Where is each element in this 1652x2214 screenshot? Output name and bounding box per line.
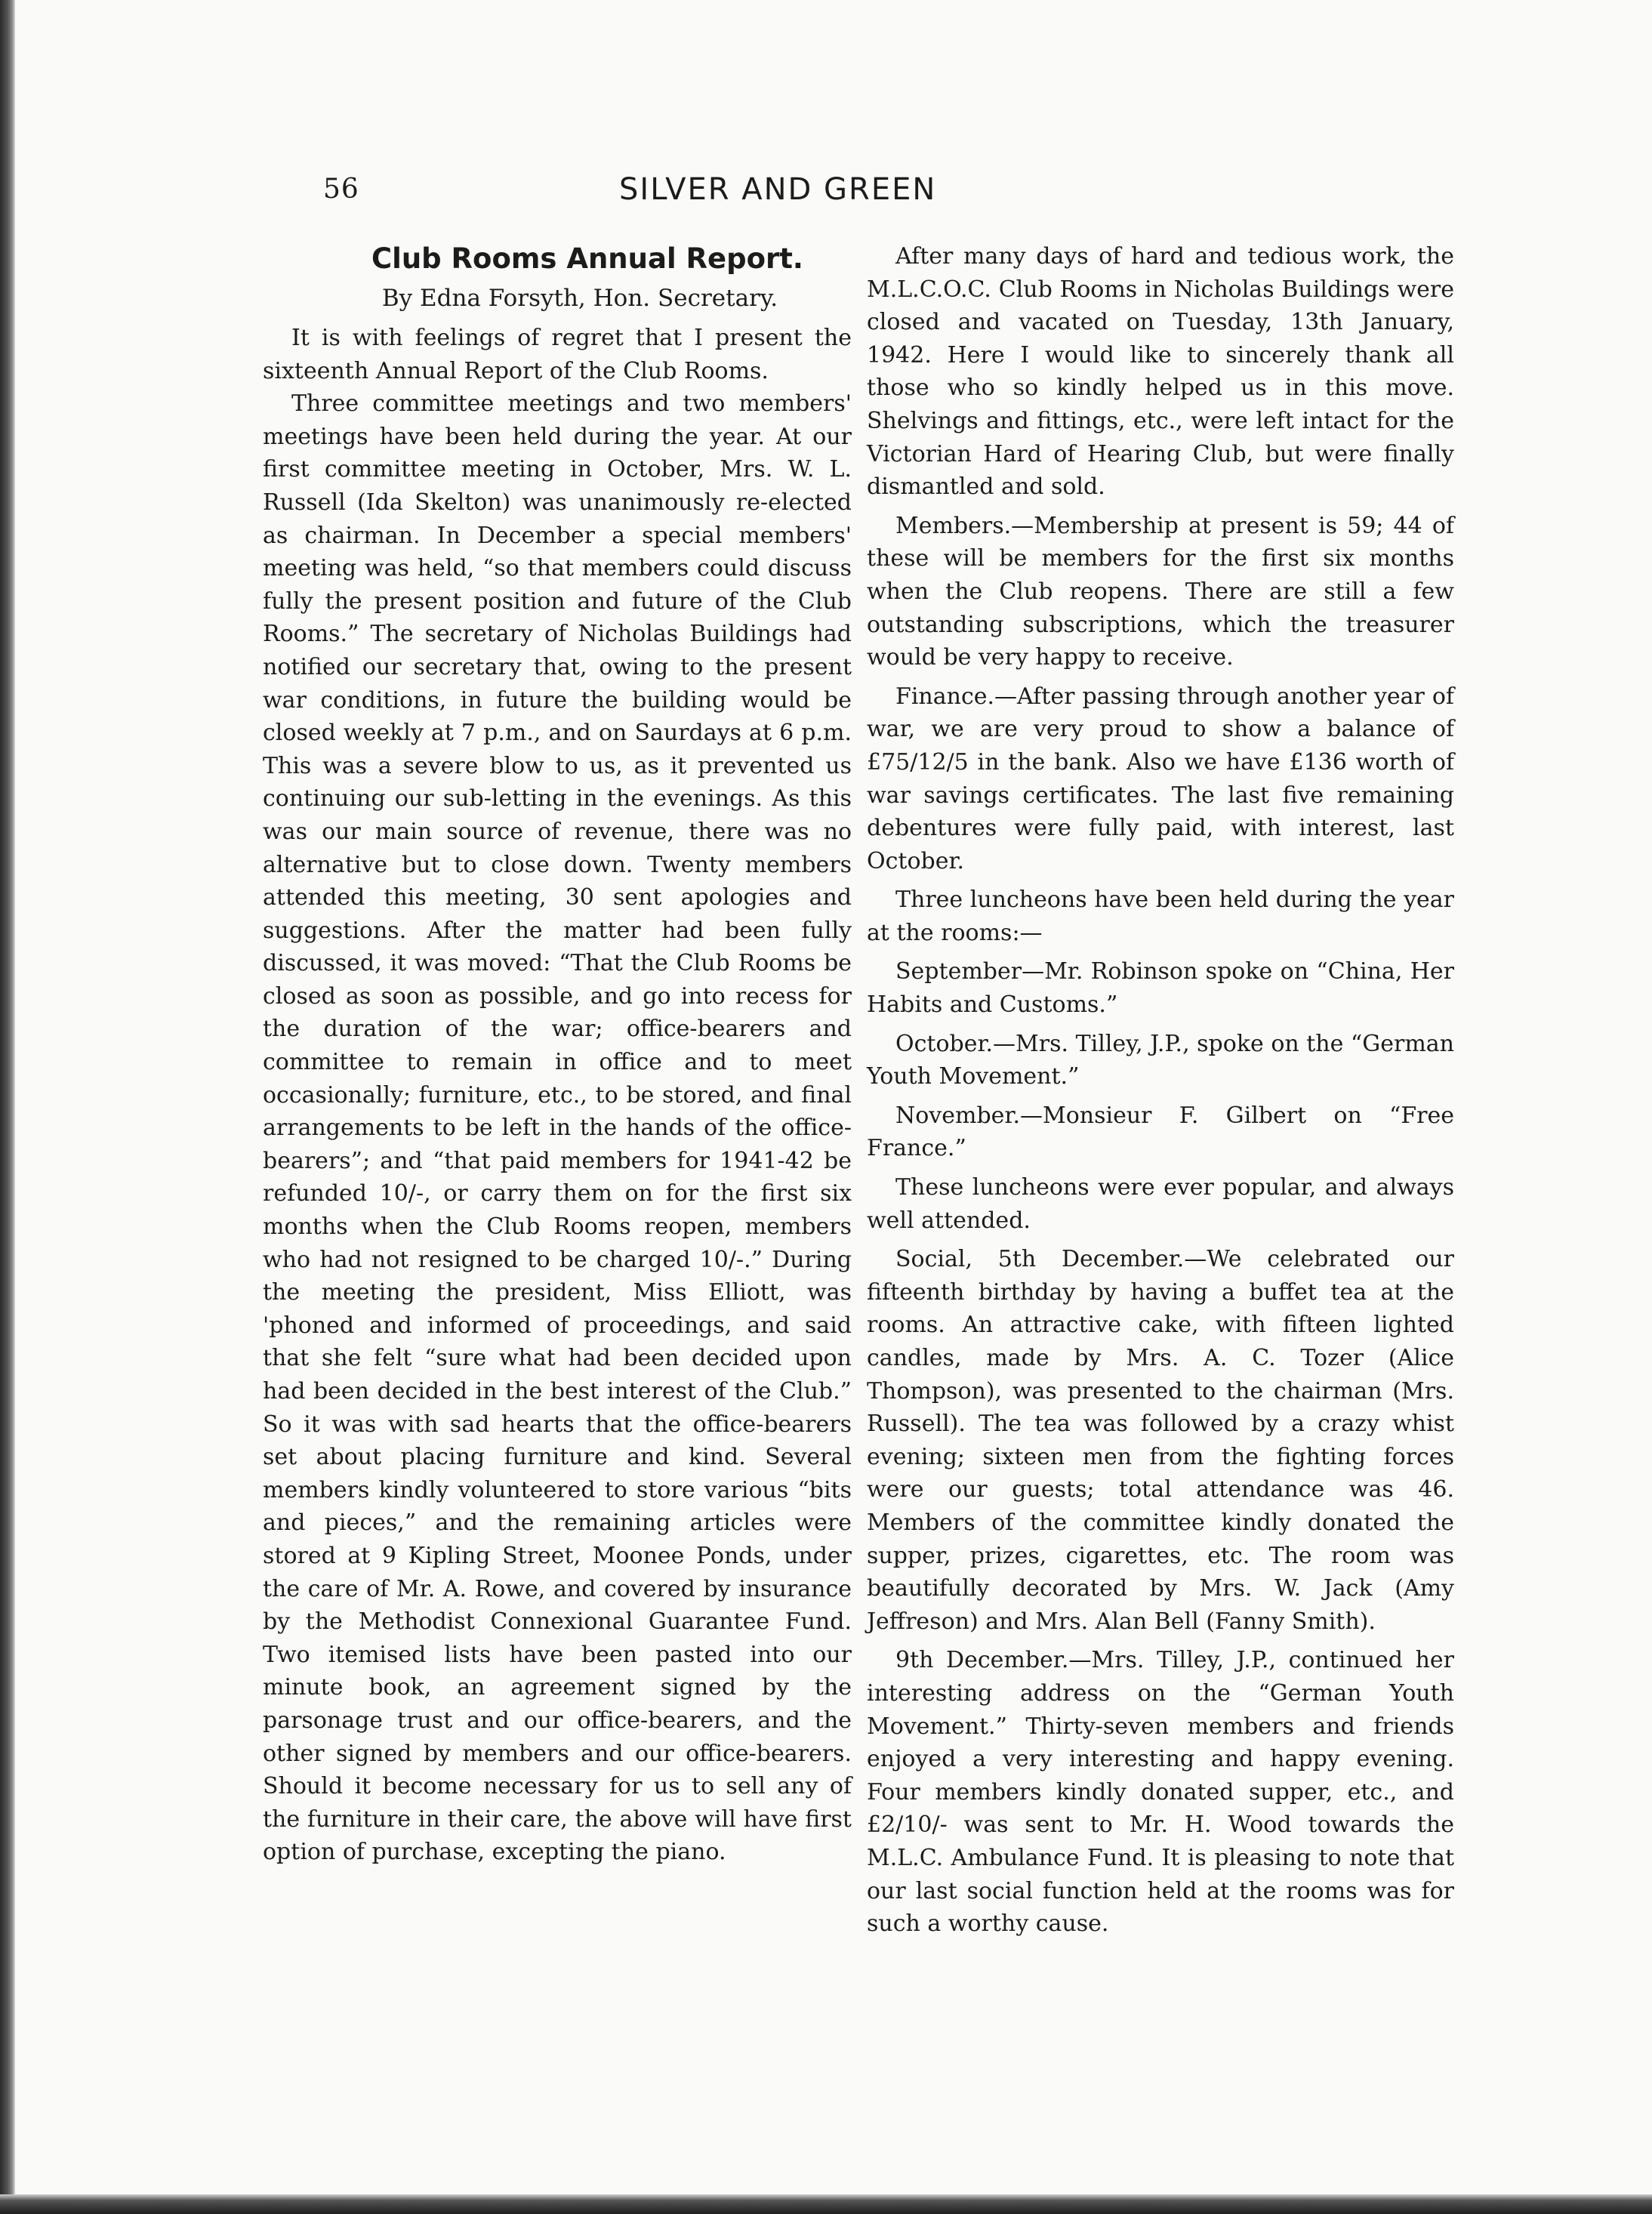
luncheon-november: November.—Monsieur F. Gilbert on “Free France.” bbox=[867, 1102, 1454, 1162]
paragraph-finance: Finance.—After passing through another year of war, we are very proud to show a balance of £75/12/5 in the bank. Also we have £136 worth of war savings certificates. The last five remaining debentures were fully paid, with interest, last October. bbox=[867, 683, 1454, 874]
luncheon-september: September—Mr. Robinson spoke on “China, Her Habits and Customs.” bbox=[867, 958, 1454, 1019]
article-byline: By Edna Forsyth, Hon. Secretary. bbox=[381, 285, 778, 312]
running-head: SILVER AND GREEN bbox=[619, 172, 937, 207]
page-bottom-edge bbox=[0, 2194, 1652, 2214]
paragraph-9th-december: 9th December.—Mrs. Tilley, J.P., continued her interesting address on the “German Youth Movement.” Thirty-seven members and friends enjoyed a very interesting and happy evening. Four members kindly donated supper, etc., and £2/10/- was sent to Mr. H. Wood towards the M.L.C. Ambulance Fund. It is pleasing to note that our last social function held at the rooms was for such a worthy cause. bbox=[867, 1647, 1454, 1938]
paragraph: These luncheons were ever popular, and always well attended. bbox=[867, 1174, 1454, 1234]
right-column bbox=[867, 240, 1454, 1947]
paragraph: Three committee meetings and two members' meetings have been held during the year. At our first committee meeting in October, Mrs. W. L. Russell (Ida Skelton) was unanimously re-elected as chairman. In December a special members' meeting was held, “so that members could discuss fully the present position and future of the Club Rooms.” The secretary of Nicholas Buildings had notified our secretary that, owing to the present war conditions, in future the building would be closed weekly at 7 p.m., and on Saurdays at 6 p.m. This was a severe blow to us, as it prevented us continuing our sub-letting in the evenings. As this was our main source of revenue, there was no alternative but to close down. Twenty members attended this meeting, 30 sent apologies and suggestions. After the matter had been fully discussed, it was moved: “That the Club Rooms be closed as soon as possible, and go into recess for the duration of the war; office-bearers and committee to remain in office and to meet occasionally; furniture, etc., to be stored, and final arrangements to be left in the hands of the office-bearers”; and “that paid members for 1941-42 be refunded 10/-, or carry them on for the first six months when the Club Rooms reopen, members who had not resigned to be charged 10/-.” During the meeting the president, Miss Elliott, was 'phoned and informed of proceedings, and said that she felt “sure what had been decided upon had been decided in the best interest of the Club.” So it was with sad hearts that the office-bearers set about placing furniture and kind. Several members kindly volunteered to store various “bits and pieces,” and the remaining articles were stored at 9 Kipling Street, Moonee Ponds, under the care of Mr. A. Rowe, and covered by insurance by the Methodist Connexional Guarantee Fund. Two itemised lists have been pasted into our minute book, an agreement signed by the parsonage trust and our office-bearers, and the other signed by members and our office-bearers. Should it become necessary for us to sell any of the furniture in their care, the above will have first option of purchase, excepting the piano. bbox=[263, 390, 852, 1866]
luncheon-october: October.—Mrs. Tilley, J.P., spoke on the “German Youth Movement.” bbox=[867, 1030, 1454, 1090]
paragraph-social: Social, 5th December.—We celebrated our fifteenth birthday by having a buffet tea at the rooms. An attractive cake, with fifteen lighted candles, made by Mrs. A. C. Tozer (Alice Thompson), was presented to the chairman (Mrs. Russell). The tea was followed by a crazy whist evening; sixteen men from the fighting forces were our guests; total attendance was 46. Members of the committee kindly donated the supper, prizes, cigarettes, etc. The room was beautifully decorated by Mrs. W. Jack (Amy Jeffreson) and Mrs. Alan Bell (Fanny Smith). bbox=[867, 1246, 1454, 1635]
paragraph-luncheons: Three luncheons have been held during the year at the rooms:— bbox=[867, 887, 1454, 946]
paragraph-members: Members.—Membership at present is 59; 44 of these will be members for the first six months when the Club reopens. There are still a few outstanding subscriptions, which the treasurer would be very happy to receive. bbox=[867, 512, 1454, 671]
paragraph: It is with feelings of regret that I present the sixteenth Annual Report of the Club Rooms. bbox=[263, 325, 852, 384]
page-number: 56 bbox=[323, 174, 359, 205]
paragraph: After many days of hard and tedious work, the M.L.C.O.C. Club Rooms in Nicholas Buildings were closed and vacated on Tuesday, 13th January, 1942. Here I would like to sincerely thank all those who so kindly helped us in this move. Shelvings and fittings, etc., were left intact for the Victorian Hard of Hearing Club, but were finally dismantled and sold. bbox=[867, 243, 1454, 501]
page-spine-shadow bbox=[0, 0, 15, 2214]
article-title: Club Rooms Annual Report. bbox=[371, 242, 803, 275]
left-column bbox=[263, 240, 852, 1869]
